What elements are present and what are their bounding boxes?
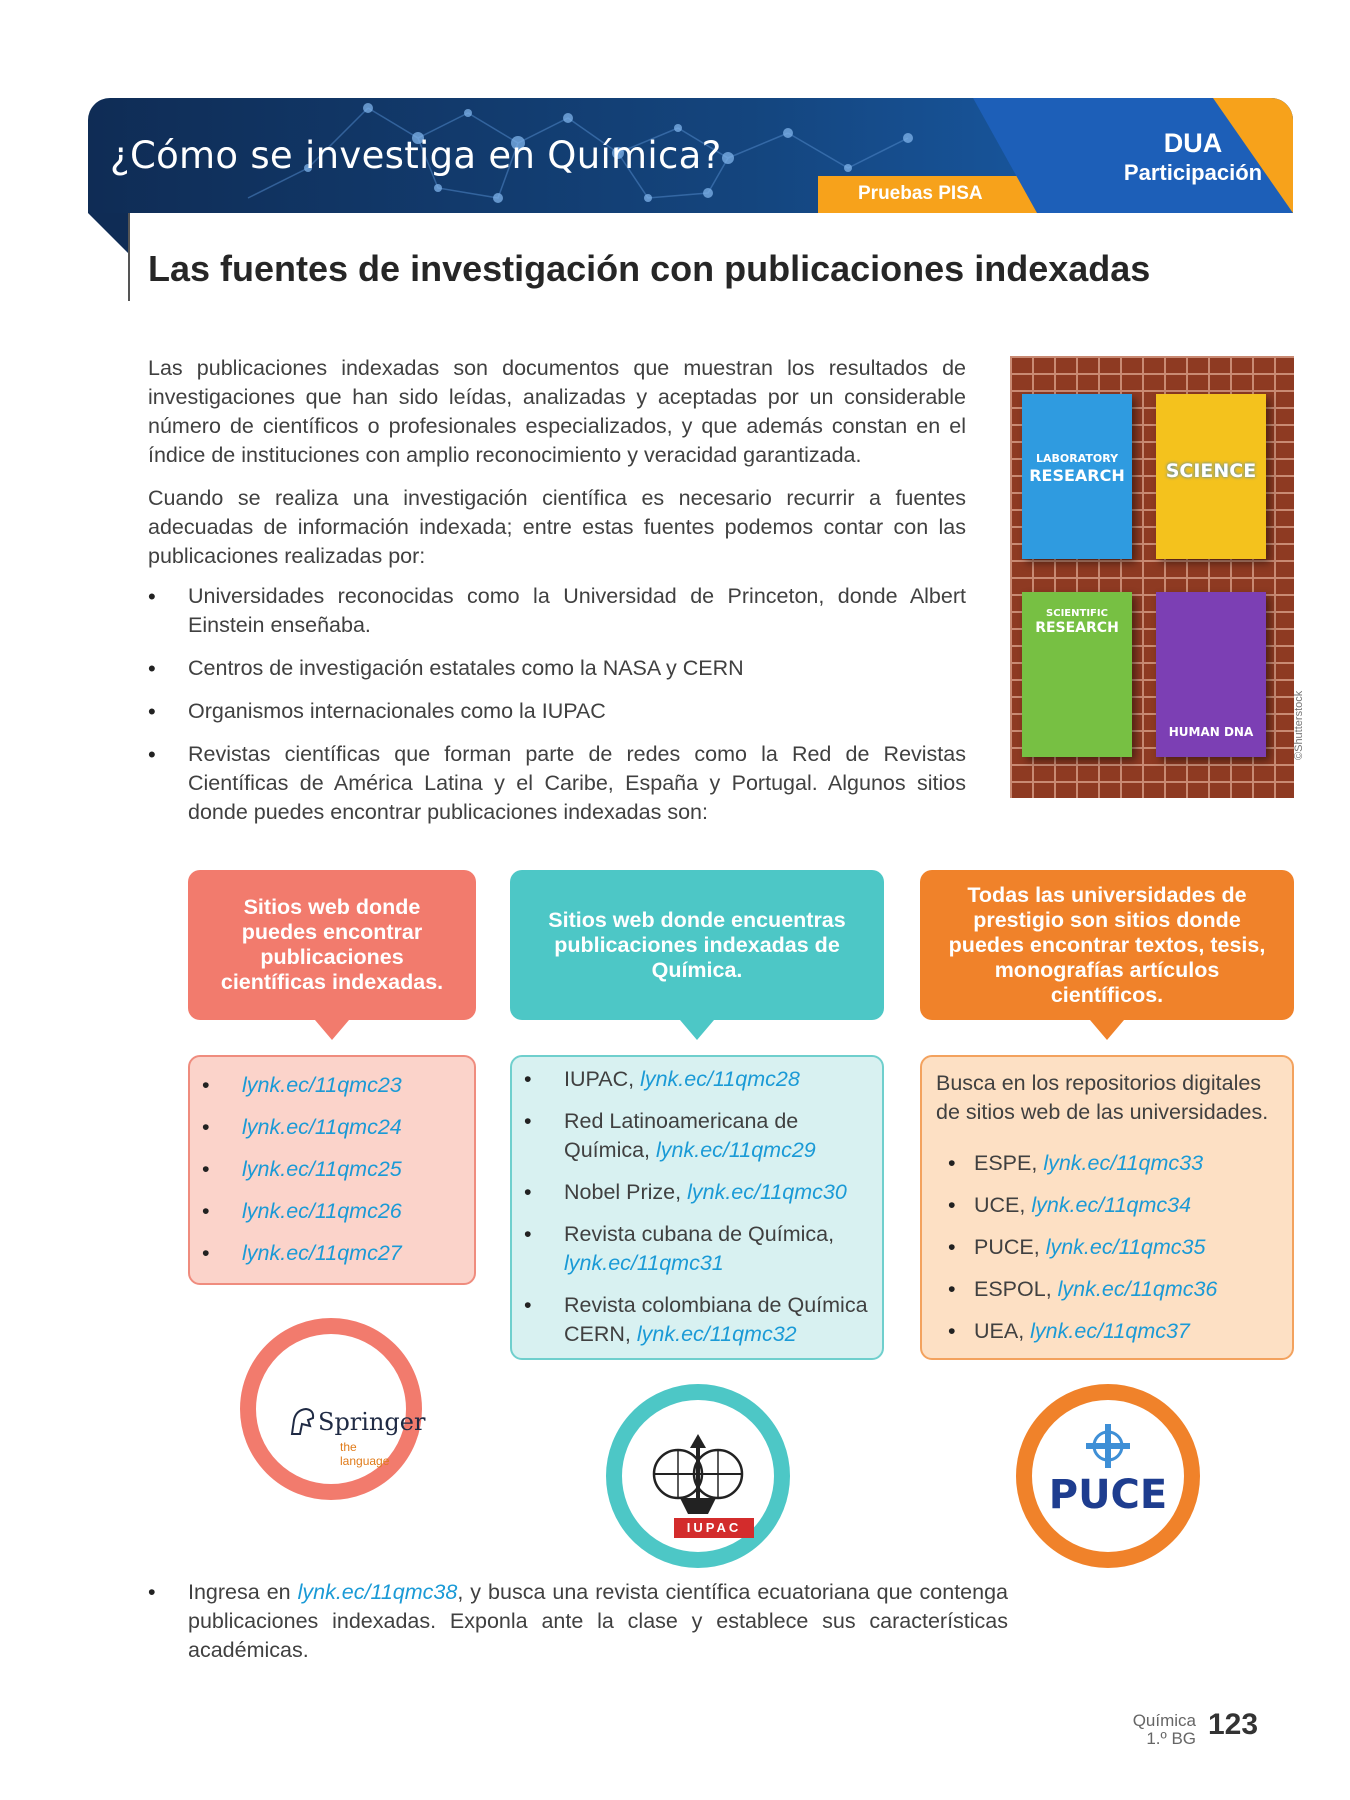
list-item: • IUPAC, lynk.ec/11qmc28 xyxy=(512,1065,868,1094)
list-item: • Organismos internacionales como la IUPAC xyxy=(148,697,966,726)
link[interactable]: lynk.ec/11qmc34 xyxy=(1031,1193,1192,1217)
list-item: • Universidades reconocidas como la Universidad de Princeton, donde Albert Einstein enseñaba. xyxy=(148,582,966,640)
link[interactable]: lynk.ec/11qmc23 xyxy=(242,1073,402,1097)
list-item xyxy=(190,1113,474,1142)
poster-laboratory-research: LABORATORY RESEARCH xyxy=(1022,394,1132,559)
link[interactable]: lynk.ec/11qmc36 xyxy=(1057,1277,1218,1301)
heading-arrow xyxy=(315,1020,349,1040)
puce-wordmark: PUCE xyxy=(1048,1472,1168,1518)
intro-paragraph: Las publicaciones indexadas son documentos que muestran los resultados de investigaciones que han sido leídas, analizadas y aceptadas por un considerable número de científicos o profesionales especializados, y que además constan en el índice de instituciones con amplio reconocimiento y veracidad garantizada. xyxy=(148,356,966,467)
column-heading: Sitios web donde encuentras publicaciones indexadas de Química. xyxy=(548,907,846,982)
photo-credit: ©Shutterstock xyxy=(1293,690,1305,760)
poster-human-dna: HUMAN DNA xyxy=(1156,592,1266,757)
list-item: • ESPE, lynk.ec/11qmc33 xyxy=(936,1149,1276,1178)
iupac-emblem-icon xyxy=(650,1428,746,1520)
banner-fold xyxy=(88,213,128,253)
link-list xyxy=(512,1065,868,1349)
activity-list xyxy=(148,1578,1008,1665)
list-item: • ESPOL, lynk.ec/11qmc36 xyxy=(936,1275,1276,1304)
poster-science: SCIENCE xyxy=(1156,394,1266,559)
list-item: • UCE, lynk.ec/11qmc34 xyxy=(936,1191,1276,1220)
dua-title: DUA xyxy=(1163,128,1223,158)
universities-heading-box xyxy=(920,870,1294,1020)
sources-paragraph: Cuando se realiza una investigación científica es necesario recurrir a fuentes adecuadas de información indexada; entre estas fuentes podemos contar con las publicaciones realizadas por: xyxy=(148,486,966,568)
chapter-title: ¿Cómo se investiga en Química? xyxy=(110,134,722,177)
link[interactable]: lynk.ec/11qmc24 xyxy=(242,1115,402,1139)
link-list xyxy=(936,1149,1276,1346)
dua-subtitle: Participación xyxy=(1123,160,1263,185)
footer-subject: Química 1.º BG xyxy=(1132,1711,1196,1748)
list-item: • Revistas científicas que forman parte de redes como la Red de Revistas Científicas de América Latina y el Caribe, España y Portugal. Algunos sitios donde puedes encontrar publicaciones indexadas son: xyxy=(148,740,966,827)
iupac-links-box xyxy=(510,1055,884,1360)
iupac-logo xyxy=(606,1384,790,1568)
springer-horse-icon xyxy=(286,1404,320,1438)
page-number: 123 xyxy=(1208,1708,1259,1741)
list-item xyxy=(190,1071,474,1100)
link[interactable]: lynk.ec/11qmc31 xyxy=(564,1251,724,1275)
link[interactable]: lynk.ec/11qmc32 xyxy=(636,1322,797,1346)
heading-arrow xyxy=(1090,1020,1124,1040)
activity-item: • Ingresa en lynk.ec/11qmc38, y busca una revista científica ecuatoriana que contenga publicaciones indexadas. Exponla ante la clase y establece sus características académicas. xyxy=(148,1578,1008,1665)
list-item xyxy=(190,1197,474,1226)
universities-intro: Busca en los repositorios digitales de sitios web de las universidades. xyxy=(936,1071,1269,1124)
puce-logo xyxy=(1016,1384,1200,1568)
pisa-label: Pruebas PISA xyxy=(858,183,983,204)
universities-links-box xyxy=(920,1055,1294,1360)
springer-heading-box xyxy=(188,870,476,1020)
link[interactable]: lynk.ec/11qmc27 xyxy=(242,1241,402,1265)
iupac-wordmark: IUPAC xyxy=(674,1518,754,1538)
iupac-heading-box xyxy=(510,870,884,1020)
springer-logo xyxy=(240,1318,426,1500)
link[interactable]: lynk.ec/11qmc25 xyxy=(242,1157,402,1181)
link[interactable]: lynk.ec/11qmc35 xyxy=(1045,1235,1206,1259)
section-title: Las fuentes de investigación con publicaciones indexadas xyxy=(148,248,1151,289)
heading-arrow xyxy=(680,1020,714,1040)
list-item: • Revista colombiana de Química CERN, lynk.ec/11qmc32 xyxy=(512,1291,868,1349)
springer-links-box xyxy=(188,1055,476,1285)
list-item: • Revista cubana de Química, lynk.ec/11qmc31 xyxy=(512,1220,868,1278)
science-posters-photo xyxy=(1010,356,1294,798)
link[interactable]: lynk.ec/11qmc38 xyxy=(297,1580,458,1604)
springer-wordmark: Springer xyxy=(318,1408,426,1436)
springer-tagline: the language xyxy=(340,1440,390,1468)
header-banner xyxy=(88,98,1293,213)
poster-scientific-research: SCIENTIFIC RESEARCH xyxy=(1022,592,1132,757)
puce-cross-icon xyxy=(1084,1422,1132,1470)
section-rule xyxy=(128,213,130,301)
list-item xyxy=(190,1239,474,1268)
column-heading: Sitios web donde puedes encontrar publicaciones científicas indexadas. xyxy=(220,895,444,994)
sources-list xyxy=(148,582,966,841)
list-item: • Centros de investigación estatales como la NASA y CERN xyxy=(148,654,966,683)
link[interactable]: lynk.ec/11qmc33 xyxy=(1043,1151,1204,1175)
link[interactable]: lynk.ec/11qmc28 xyxy=(640,1067,800,1091)
link[interactable]: lynk.ec/11qmc29 xyxy=(656,1138,816,1162)
list-item: • Red Latinoamericana de Química, lynk.ec/11qmc29 xyxy=(512,1107,868,1165)
list-item: • PUCE, lynk.ec/11qmc35 xyxy=(936,1233,1276,1262)
column-heading: Todas las universidades de prestigio son sitios donde puedes encontrar textos, tesis, monografías artículos científicos. xyxy=(948,882,1266,1007)
list-item xyxy=(190,1155,474,1184)
list-item: • Nobel Prize, lynk.ec/11qmc30 xyxy=(512,1178,868,1207)
list-item: • UEA, lynk.ec/11qmc37 xyxy=(936,1317,1276,1346)
link-list xyxy=(190,1071,474,1268)
link[interactable]: lynk.ec/11qmc37 xyxy=(1030,1319,1190,1343)
link[interactable]: lynk.ec/11qmc30 xyxy=(687,1180,847,1204)
link[interactable]: lynk.ec/11qmc26 xyxy=(242,1199,402,1223)
